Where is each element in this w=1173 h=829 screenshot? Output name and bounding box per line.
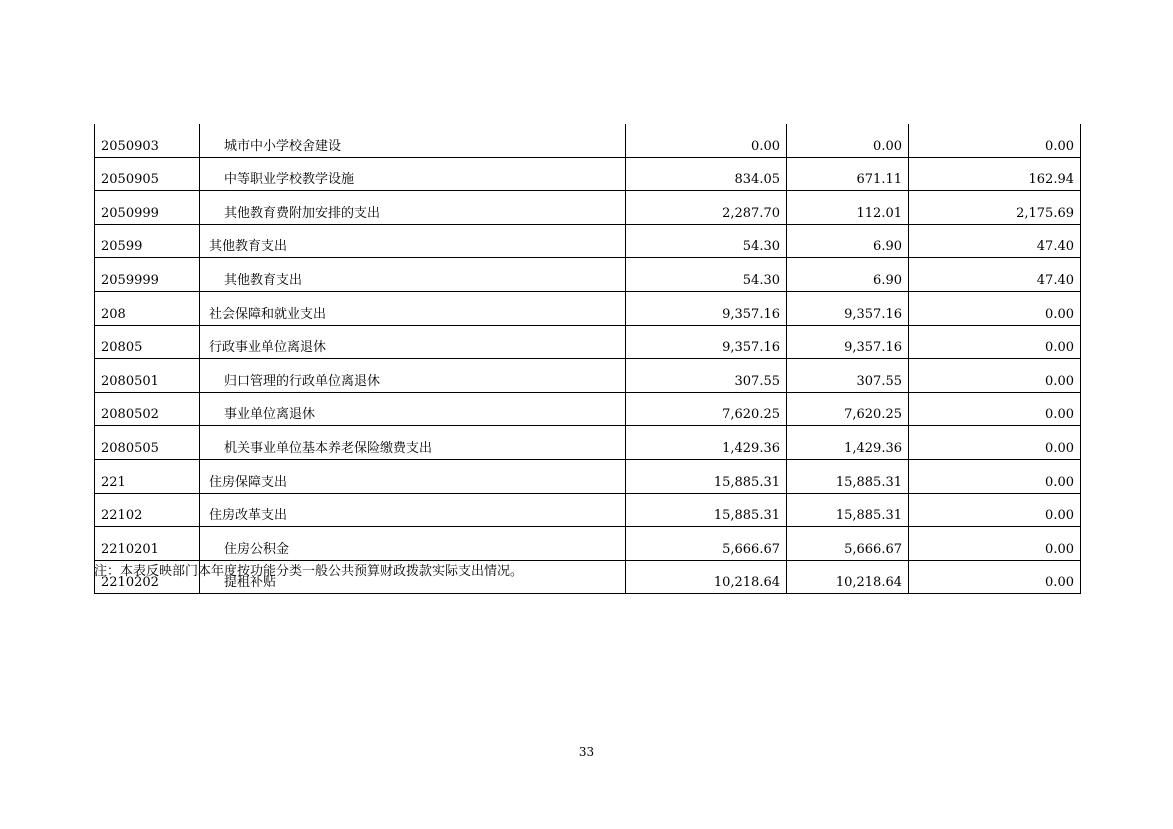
total-amount-cell: 834.05 <box>626 157 787 191</box>
total-amount-cell: 1,429.36 <box>626 426 787 460</box>
subject-code-cell: 2050903 <box>95 124 200 157</box>
total-amount-cell: 7,620.25 <box>626 392 787 426</box>
table-row <box>95 191 1081 225</box>
subject-code-cell: 2050999 <box>95 191 200 225</box>
basic-expenditure-cell: 671.11 <box>787 157 909 191</box>
table-row <box>95 359 1081 393</box>
table-row <box>95 426 1081 460</box>
total-amount-cell: 15,885.31 <box>626 493 787 527</box>
total-amount-cell: 307.55 <box>626 359 787 393</box>
subject-code-cell: 2080502 <box>95 392 200 426</box>
project-expenditure-cell: 47.40 <box>909 224 1081 258</box>
subject-name-cell: 其他教育支出 <box>200 224 626 258</box>
project-expenditure-cell: 0.00 <box>909 291 1081 325</box>
basic-expenditure-cell: 1,429.36 <box>787 426 909 460</box>
subject-code-cell: 20599 <box>95 224 200 258</box>
table-row <box>95 459 1081 493</box>
subject-name-cell: 归口管理的行政单位离退休 <box>200 359 626 393</box>
subject-code-cell: 22102 <box>95 493 200 527</box>
page-number: 33 <box>578 745 595 759</box>
project-expenditure-cell: 0.00 <box>909 560 1081 594</box>
table-row <box>95 258 1081 292</box>
table-row <box>95 392 1081 426</box>
project-expenditure-cell: 0.00 <box>909 426 1081 460</box>
total-amount-cell: 54.30 <box>626 258 787 292</box>
total-amount-cell: 2,287.70 <box>626 191 787 225</box>
subject-name-cell: 行政事业单位离退休 <box>200 325 626 359</box>
subject-code-cell: 20805 <box>95 325 200 359</box>
expenditure-table <box>94 124 1081 594</box>
subject-name-cell: 住房公积金 <box>200 527 626 561</box>
basic-expenditure-cell: 6.90 <box>787 224 909 258</box>
project-expenditure-cell: 0.00 <box>909 359 1081 393</box>
table-row <box>95 493 1081 527</box>
project-expenditure-cell: 0.00 <box>909 527 1081 561</box>
project-expenditure-cell: 0.00 <box>909 124 1081 157</box>
total-amount-cell: 9,357.16 <box>626 325 787 359</box>
table-row <box>95 291 1081 325</box>
subject-name-cell: 城市中小学校舍建设 <box>200 124 626 157</box>
subject-code-cell: 2210201 <box>95 527 200 561</box>
basic-expenditure-cell: 9,357.16 <box>787 325 909 359</box>
basic-expenditure-cell: 15,885.31 <box>787 493 909 527</box>
basic-expenditure-cell: 7,620.25 <box>787 392 909 426</box>
subject-code-cell: 2080505 <box>95 426 200 460</box>
project-expenditure-cell: 0.00 <box>909 493 1081 527</box>
basic-expenditure-cell: 5,666.67 <box>787 527 909 561</box>
total-amount-cell: 10,218.64 <box>626 560 787 594</box>
project-expenditure-cell: 47.40 <box>909 258 1081 292</box>
subject-name-cell: 其他教育支出 <box>200 258 626 292</box>
total-amount-cell: 15,885.31 <box>626 459 787 493</box>
basic-expenditure-cell: 307.55 <box>787 359 909 393</box>
subject-code-cell: 2210202 <box>95 560 200 594</box>
subject-code-cell: 2080501 <box>95 359 200 393</box>
basic-expenditure-cell: 15,885.31 <box>787 459 909 493</box>
subject-name-cell: 机关事业单位基本养老保险缴费支出 <box>200 426 626 460</box>
basic-expenditure-cell: 6.90 <box>787 258 909 292</box>
project-expenditure-cell: 162.94 <box>909 157 1081 191</box>
basic-expenditure-cell: 112.01 <box>787 191 909 225</box>
subject-name-cell: 提租补贴 <box>200 560 626 594</box>
table-row <box>95 527 1081 561</box>
project-expenditure-cell: 0.00 <box>909 459 1081 493</box>
total-amount-cell: 9,357.16 <box>626 291 787 325</box>
project-expenditure-cell: 0.00 <box>909 325 1081 359</box>
total-amount-cell: 0.00 <box>626 124 787 157</box>
basic-expenditure-cell: 9,357.16 <box>787 291 909 325</box>
subject-code-cell: 208 <box>95 291 200 325</box>
subject-code-cell: 221 <box>95 459 200 493</box>
subject-name-cell: 中等职业学校教学设施 <box>200 157 626 191</box>
subject-name-cell: 住房改革支出 <box>200 493 626 527</box>
table-row <box>95 157 1081 191</box>
subject-code-cell: 2059999 <box>95 258 200 292</box>
subject-name-cell: 社会保障和就业支出 <box>200 291 626 325</box>
subject-name-cell: 事业单位离退休 <box>200 392 626 426</box>
table-row <box>95 325 1081 359</box>
table-note: 注：本表反映部门本年度按功能分类一般公共预算财政拨款实际支出情况。 <box>94 564 524 579</box>
project-expenditure-cell: 2,175.69 <box>909 191 1081 225</box>
total-amount-cell: 54.30 <box>626 224 787 258</box>
subject-name-cell: 其他教育费附加安排的支出 <box>200 191 626 225</box>
total-amount-cell: 5,666.67 <box>626 527 787 561</box>
table-row <box>95 224 1081 258</box>
subject-code-cell: 2050905 <box>95 157 200 191</box>
project-expenditure-cell: 0.00 <box>909 392 1081 426</box>
table-body <box>95 124 1081 594</box>
table-row <box>95 124 1081 157</box>
basic-expenditure-cell: 0.00 <box>787 124 909 157</box>
subject-name-cell: 住房保障支出 <box>200 459 626 493</box>
basic-expenditure-cell: 10,218.64 <box>787 560 909 594</box>
